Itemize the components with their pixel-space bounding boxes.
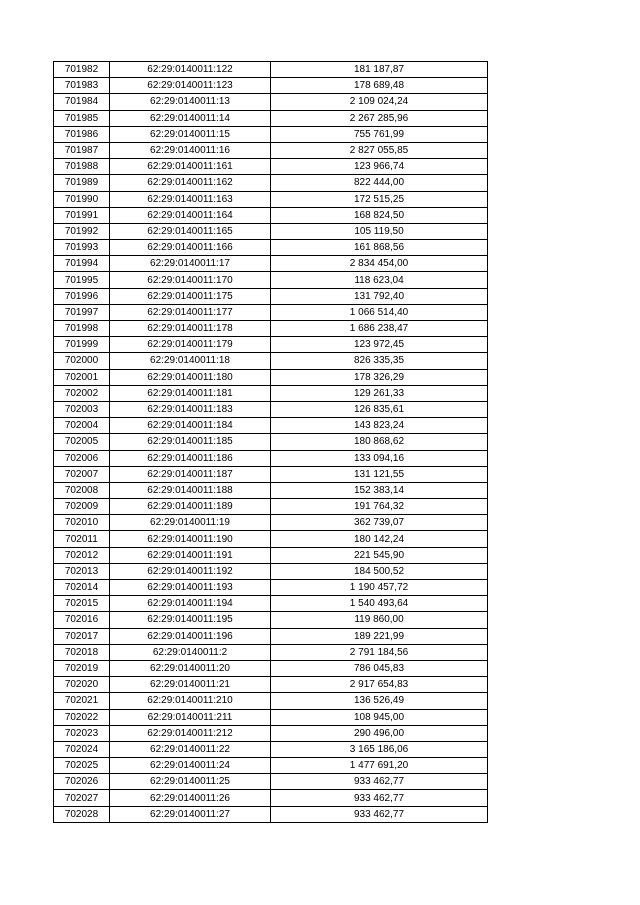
cadastral-value-cell: 143 823,24: [271, 418, 488, 434]
row-number-cell: 702024: [54, 741, 110, 757]
table-row: [54, 207, 488, 223]
table-row: [54, 175, 488, 191]
cadastral-value-cell: 290 496,00: [271, 725, 488, 741]
cadastral-number-cell: 62:29:0140011:18: [110, 353, 271, 369]
cadastral-value-cell: 1 190 457,72: [271, 580, 488, 596]
row-number-cell: 702025: [54, 758, 110, 774]
cadastral-number-cell: 62:29:0140011:15: [110, 126, 271, 142]
cadastral-value-cell: 168 824,50: [271, 207, 488, 223]
cadastral-value-cell: 933 462,77: [271, 790, 488, 806]
cadastral-value-cell: 184 500,52: [271, 563, 488, 579]
table-row: [54, 304, 488, 320]
cadastral-number-cell: 62:29:0140011:17: [110, 256, 271, 272]
row-number-cell: 702028: [54, 806, 110, 822]
row-number-cell: 702027: [54, 790, 110, 806]
table-row: [54, 725, 488, 741]
row-number-cell: 702023: [54, 725, 110, 741]
row-number-cell: 702021: [54, 693, 110, 709]
table-row: [54, 547, 488, 563]
table-row: [54, 790, 488, 806]
cadastral-value-cell: 178 326,29: [271, 369, 488, 385]
row-number-cell: 702022: [54, 709, 110, 725]
table-row: [54, 369, 488, 385]
table-row: [54, 466, 488, 482]
cadastral-value-cell: 152 383,14: [271, 482, 488, 498]
cadastral-number-cell: 62:29:0140011:194: [110, 596, 271, 612]
row-number-cell: 702019: [54, 660, 110, 676]
cadastral-value-cell: 2 267 285,96: [271, 110, 488, 126]
table-row: [54, 709, 488, 725]
table-row: [54, 693, 488, 709]
table-row: [54, 806, 488, 822]
cadastral-number-cell: 62:29:0140011:196: [110, 628, 271, 644]
row-number-cell: 701984: [54, 94, 110, 110]
table-row: [54, 418, 488, 434]
cadastral-value-cell: 126 835,61: [271, 401, 488, 417]
cadastral-value-cell: 755 761,99: [271, 126, 488, 142]
cadastral-number-cell: 62:29:0140011:20: [110, 660, 271, 676]
cadastral-number-cell: 62:29:0140011:179: [110, 337, 271, 353]
cadastral-value-cell: 172 515,25: [271, 191, 488, 207]
cadastral-number-cell: 62:29:0140011:186: [110, 450, 271, 466]
table-row: [54, 450, 488, 466]
cadastral-value-cell: 180 142,24: [271, 531, 488, 547]
cadastral-number-cell: 62:29:0140011:164: [110, 207, 271, 223]
cadastral-number-cell: 62:29:0140011:195: [110, 612, 271, 628]
table-row: [54, 434, 488, 450]
row-number-cell: 702003: [54, 401, 110, 417]
cadastral-number-cell: 62:29:0140011:27: [110, 806, 271, 822]
cadastral-number-cell: 62:29:0140011:183: [110, 401, 271, 417]
table-row: [54, 288, 488, 304]
table-row: [54, 482, 488, 498]
cadastral-value-cell: 119 860,00: [271, 612, 488, 628]
cadastral-number-cell: 62:29:0140011:181: [110, 385, 271, 401]
cadastral-number-cell: 62:29:0140011:22: [110, 741, 271, 757]
table-row: [54, 321, 488, 337]
row-number-cell: 702026: [54, 774, 110, 790]
cadastral-value-cell: 191 764,32: [271, 499, 488, 515]
row-number-cell: 702006: [54, 450, 110, 466]
cadastral-value-cell: 221 545,90: [271, 547, 488, 563]
row-number-cell: 702010: [54, 515, 110, 531]
table-row: [54, 337, 488, 353]
table-row: [54, 110, 488, 126]
row-number-cell: 702013: [54, 563, 110, 579]
row-number-cell: 701998: [54, 321, 110, 337]
cadastral-value-cell: 822 444,00: [271, 175, 488, 191]
row-number-cell: 702005: [54, 434, 110, 450]
table-row: [54, 660, 488, 676]
table-row: [54, 94, 488, 110]
table-row: [54, 142, 488, 158]
cadastral-number-cell: 62:29:0140011:13: [110, 94, 271, 110]
row-number-cell: 702001: [54, 369, 110, 385]
row-number-cell: 701986: [54, 126, 110, 142]
row-number-cell: 701982: [54, 62, 110, 78]
cadastral-number-cell: 62:29:0140011:24: [110, 758, 271, 774]
cadastral-value-cell: 2 827 055,85: [271, 142, 488, 158]
table-row: [54, 223, 488, 239]
cadastral-value-cell: 133 094,16: [271, 450, 488, 466]
cadastral-number-cell: 62:29:0140011:166: [110, 240, 271, 256]
cadastral-value-cell: 1 686 238,47: [271, 321, 488, 337]
cadastral-value-cell: 3 165 186,06: [271, 741, 488, 757]
cadastral-value-cell: 933 462,77: [271, 774, 488, 790]
row-number-cell: 702015: [54, 596, 110, 612]
row-number-cell: 701995: [54, 272, 110, 288]
table-row: [54, 758, 488, 774]
cadastral-value-cell: 189 221,99: [271, 628, 488, 644]
cadastral-number-cell: 62:29:0140011:192: [110, 563, 271, 579]
row-number-cell: 702018: [54, 644, 110, 660]
row-number-cell: 701999: [54, 337, 110, 353]
cadastral-number-cell: 62:29:0140011:123: [110, 78, 271, 94]
table-row: [54, 240, 488, 256]
row-number-cell: 702017: [54, 628, 110, 644]
row-number-cell: 702020: [54, 677, 110, 693]
cadastral-number-cell: 62:29:0140011:21: [110, 677, 271, 693]
row-number-cell: 702007: [54, 466, 110, 482]
cadastral-value-cell: 826 335,35: [271, 353, 488, 369]
cadastral-number-cell: 62:29:0140011:163: [110, 191, 271, 207]
cadastral-value-cell: 131 121,55: [271, 466, 488, 482]
cadastral-number-cell: 62:29:0140011:161: [110, 159, 271, 175]
cadastral-value-table: [53, 61, 488, 823]
cadastral-value-cell: 161 868,56: [271, 240, 488, 256]
table-row: [54, 628, 488, 644]
cadastral-number-cell: 62:29:0140011:19: [110, 515, 271, 531]
cadastral-number-cell: 62:29:0140011:210: [110, 693, 271, 709]
cadastral-number-cell: 62:29:0140011:189: [110, 499, 271, 515]
row-number-cell: 702011: [54, 531, 110, 547]
cadastral-number-cell: 62:29:0140011:175: [110, 288, 271, 304]
row-number-cell: 702014: [54, 580, 110, 596]
table-row: [54, 677, 488, 693]
cadastral-number-cell: 62:29:0140011:170: [110, 272, 271, 288]
table-row: [54, 580, 488, 596]
cadastral-number-cell: 62:29:0140011:211: [110, 709, 271, 725]
row-number-cell: 701996: [54, 288, 110, 304]
table-row: [54, 353, 488, 369]
row-number-cell: 701985: [54, 110, 110, 126]
cadastral-number-cell: 62:29:0140011:165: [110, 223, 271, 239]
cadastral-number-cell: 62:29:0140011:212: [110, 725, 271, 741]
table-row: [54, 531, 488, 547]
cadastral-number-cell: 62:29:0140011:162: [110, 175, 271, 191]
cadastral-number-cell: 62:29:0140011:25: [110, 774, 271, 790]
cadastral-value-cell: 136 526,49: [271, 693, 488, 709]
table-row: [54, 774, 488, 790]
cadastral-value-cell: 105 119,50: [271, 223, 488, 239]
row-number-cell: 702004: [54, 418, 110, 434]
cadastral-value-cell: 129 261,33: [271, 385, 488, 401]
row-number-cell: 701997: [54, 304, 110, 320]
cadastral-number-cell: 62:29:0140011:2: [110, 644, 271, 660]
table-row: [54, 612, 488, 628]
cadastral-value-cell: 180 868,62: [271, 434, 488, 450]
cadastral-value-cell: 2 109 024,24: [271, 94, 488, 110]
cadastral-number-cell: 62:29:0140011:193: [110, 580, 271, 596]
row-number-cell: 701987: [54, 142, 110, 158]
table-row: [54, 62, 488, 78]
row-number-cell: 702008: [54, 482, 110, 498]
cadastral-number-cell: 62:29:0140011:188: [110, 482, 271, 498]
cadastral-value-cell: 786 045,83: [271, 660, 488, 676]
table-body: [54, 62, 488, 823]
cadastral-number-cell: 62:29:0140011:191: [110, 547, 271, 563]
row-number-cell: 701990: [54, 191, 110, 207]
row-number-cell: 701983: [54, 78, 110, 94]
cadastral-value-cell: 178 689,48: [271, 78, 488, 94]
cadastral-value-cell: 2 791 184,56: [271, 644, 488, 660]
table-row: [54, 515, 488, 531]
table-row: [54, 126, 488, 142]
cadastral-value-cell: 181 187,87: [271, 62, 488, 78]
table-row: [54, 741, 488, 757]
table-row: [54, 191, 488, 207]
table-row: [54, 401, 488, 417]
cadastral-number-cell: 62:29:0140011:180: [110, 369, 271, 385]
cadastral-value-cell: 123 966,74: [271, 159, 488, 175]
table-row: [54, 272, 488, 288]
table-row: [54, 499, 488, 515]
table-row: [54, 256, 488, 272]
row-number-cell: 701989: [54, 175, 110, 191]
table-row: [54, 385, 488, 401]
cadastral-value-cell: 131 792,40: [271, 288, 488, 304]
cadastral-number-cell: 62:29:0140011:184: [110, 418, 271, 434]
row-number-cell: 702009: [54, 499, 110, 515]
cadastral-value-cell: 362 739,07: [271, 515, 488, 531]
cadastral-value-cell: 1 540 493,64: [271, 596, 488, 612]
cadastral-value-cell: 2 834 454,00: [271, 256, 488, 272]
cadastral-number-cell: 62:29:0140011:122: [110, 62, 271, 78]
cadastral-number-cell: 62:29:0140011:190: [110, 531, 271, 547]
cadastral-value-cell: 2 917 654,83: [271, 677, 488, 693]
row-number-cell: 701993: [54, 240, 110, 256]
row-number-cell: 701991: [54, 207, 110, 223]
row-number-cell: 701988: [54, 159, 110, 175]
cadastral-number-cell: 62:29:0140011:16: [110, 142, 271, 158]
cadastral-value-cell: 118 623,04: [271, 272, 488, 288]
table-row: [54, 563, 488, 579]
table-row: [54, 78, 488, 94]
cadastral-value-cell: 933 462,77: [271, 806, 488, 822]
cadastral-number-cell: 62:29:0140011:187: [110, 466, 271, 482]
cadastral-value-cell: 1 066 514,40: [271, 304, 488, 320]
cadastral-number-cell: 62:29:0140011:14: [110, 110, 271, 126]
cadastral-value-cell: 123 972,45: [271, 337, 488, 353]
table-row: [54, 644, 488, 660]
cadastral-number-cell: 62:29:0140011:178: [110, 321, 271, 337]
row-number-cell: 702012: [54, 547, 110, 563]
cadastral-value-cell: 1 477 691,20: [271, 758, 488, 774]
cadastral-number-cell: 62:29:0140011:26: [110, 790, 271, 806]
row-number-cell: 702000: [54, 353, 110, 369]
row-number-cell: 702002: [54, 385, 110, 401]
row-number-cell: 701992: [54, 223, 110, 239]
cadastral-number-cell: 62:29:0140011:185: [110, 434, 271, 450]
cadastral-number-cell: 62:29:0140011:177: [110, 304, 271, 320]
row-number-cell: 702016: [54, 612, 110, 628]
table-row: [54, 159, 488, 175]
row-number-cell: 701994: [54, 256, 110, 272]
cadastral-value-cell: 108 945,00: [271, 709, 488, 725]
table-row: [54, 596, 488, 612]
